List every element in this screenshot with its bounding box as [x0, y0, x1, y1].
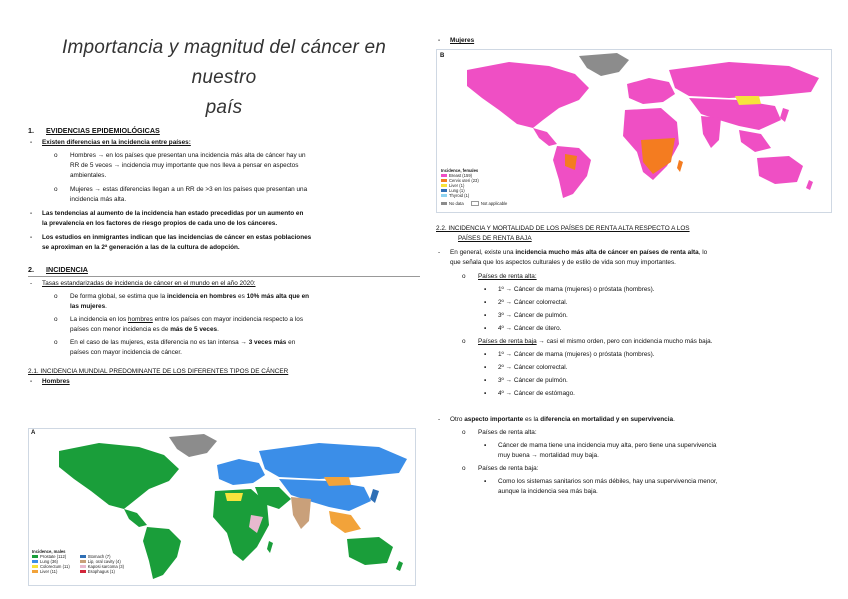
legend-swatch [80, 560, 86, 563]
legend-label: Lung (36) [40, 559, 58, 564]
ranking-item: ▪ 3º → Cáncer de pulmón. [484, 377, 568, 384]
madagascar-shape [677, 160, 683, 172]
legend-item [32, 569, 70, 574]
legend-swatch [441, 189, 447, 192]
central-america-shape [533, 128, 557, 146]
legend-swatch [32, 565, 38, 568]
greenland-shape [579, 53, 629, 76]
hombres-label: - Hombres [28, 377, 420, 387]
section-2-2-heading: 2.2. INCIDENCIA Y MORTALIDAD DE LOS PAÍSES DE RENTA ALTA RESPECTO A LOS [436, 225, 690, 232]
legend-women: Incidence, females Breast (159) Cervix uteri (23) Liver (1) Lung (1) Thyroid (1) No data Not applicable [441, 168, 508, 206]
s1-item-mujeres: o Mujeres → estas diferencias llegan a un RR de >3 en los países que presentan una [54, 186, 308, 193]
section-2-2: 2.2. INCIDENCIA Y MORTALIDAD DE LOS PAÍSES DE RENTA ALTA RESPECTO A LOS PAÍSES DE RENTA BAJA - En general, existe una incidencia mucho más alta de cáncer en países de renta alta, lo que señala que los aspectos culturales y de estilo de vida son muy importantes. o Países de renta alta: ▪ 1º → Cáncer de mama (mujeres) o próstata (hombres). ▪ 2º → Cáncer colorrectal. ▪ 3º → Cáncer de pulmón. ▪ 4º → Cáncer de útero. o Países de renta baja → casi el mismo orden, pero con incidencia mucho más baja. ▪ 1º → Cáncer de mama (mujeres) o próstata (hombres). ▪ 2º → Cáncer colorrectal. ▪ 3º → Cáncer de pulmón. ▪ 4º → Cáncer de estómago. - Otro aspecto importante es la diferencia en mortalidad y en supervivencia. o Países de renta alta: ▪ Cáncer de mama tiene una incidencia muy alta, pero tiene una supervivencia muy buena → mortalidad muy baja. o Países de renta baja: ▪ Como los sistemas sanitarios son más débiles, hay una supervivencia menor, aunque la incidencia sea más baja. [436, 224, 828, 497]
ranking-item: ▪ 4º → Cáncer de estómago. [484, 390, 575, 397]
north-america-shape [467, 62, 589, 128]
mongolia-shape [735, 96, 761, 105]
legend-label: Stomach (7) [87, 554, 111, 559]
section-2-1-heading: 2.1. INCIDENCIA MUNDIAL PREDOMINANTE DE LOS DIFERENTES TIPOS DE CÁNCER [28, 368, 289, 375]
south-america-shape [143, 527, 181, 579]
s22-bullet-2: - Otro aspecto importante es la diferencia en mortalidad y en supervivencia. [436, 415, 828, 425]
legend-label: Breast (159) [449, 173, 473, 178]
legend-item [80, 569, 124, 574]
page-title: Importancia y magnitud del cáncer en nuestro país [61, 37, 387, 118]
greenland-shape [169, 434, 217, 457]
legend-swatch [441, 194, 447, 197]
ranking-item: ▪ 1º → Cáncer de mama (mujeres) o próstata (hombres). [484, 286, 655, 293]
section-1-heading: 1. EVIDENCIAS EPIDEMIOLÓGICAS [28, 126, 160, 135]
s1-bullet-3: - Los estudios en inmigrantes indican que las incidencias de cáncer en estas poblaciones [28, 233, 420, 243]
north-america-shape [59, 443, 179, 509]
russia-shape [669, 62, 819, 98]
legend-item [441, 193, 507, 198]
europe-shape [217, 459, 265, 485]
se-asia-shape [739, 130, 771, 152]
legend-label: Colorectum (11) [40, 564, 70, 569]
legend-men: Incidence, males Prostate (112) Lung (36) Colorectum (11) Liver (11) Stomach (7) Lip, oral cavity (4) Kaposi sarcoma (3) Esophagus (1) [32, 549, 125, 574]
legend-swatch [32, 560, 38, 563]
legend-label: Liver (11) [40, 569, 58, 574]
s22-alta-2: o Países de renta alta: [462, 429, 537, 436]
india-shape [701, 116, 721, 148]
legend-swatch [441, 184, 447, 187]
legend-swatch [80, 570, 86, 573]
japan-shape [370, 489, 379, 503]
legend-swatch [32, 555, 38, 558]
mujeres-label: - Mujeres [436, 36, 828, 46]
legend-label: Lip, oral cavity (4) [87, 559, 121, 564]
legend-label: Prostate (112) [40, 554, 67, 559]
s22-alta: o Países de renta alta: [462, 273, 537, 280]
australia-shape [347, 537, 393, 565]
legend-swatch [80, 565, 86, 568]
ranking-item: ▪ 2º → Cáncer colorrectal. [484, 299, 568, 306]
ranking-item: ▪ 2º → Cáncer colorrectal. [484, 364, 568, 371]
madagascar-shape [267, 541, 273, 553]
ranking-item: ▪ 4º → Cáncer de útero. [484, 325, 562, 332]
s1-item-hombres: o Hombres → en los países que presentan una incidencia más alta de cáncer hay un [54, 152, 306, 159]
map-hombres: A Incidence, males Prostate (112) Lung (36) Colorectum (11) Liver (11) Stomach (7) Lip, oral cavity (4) Kaposi sarcoma (3) Esophagus (1) [28, 428, 416, 586]
s22-baja-2: o Países de renta baja: [462, 465, 539, 472]
legend-label: Kaposi sarcoma (3) [87, 564, 125, 569]
map-mujeres: B Incidence, females Breast (159) Cervix uteri (23) Liver (1) Lung (1) Thyroid (1) No data Not applicable [436, 49, 832, 213]
south-america-shape [553, 146, 591, 198]
new-zealand-shape [396, 561, 403, 571]
se-asia-shape [329, 511, 361, 533]
legend-swatch [441, 174, 447, 177]
ranking-item: ▪ 3º → Cáncer de pulmón. [484, 312, 568, 319]
s1-bullet-1: - Existen diferencias en la incidencia entre países: [28, 138, 420, 148]
right-column [436, 0, 828, 46]
legend-label: Lung (1) [449, 188, 465, 193]
s22-bullet-1: - En general, existe una incidencia mucho más alta de cáncer en países de renta alta, lo [436, 248, 828, 258]
legend-label: Cervix uteri (23) [449, 178, 479, 183]
s2-item-1: o De forma global, se estima que la incidencia en hombres es 10% más alta que en [54, 293, 310, 300]
north-africa-shape [225, 493, 243, 501]
legend-label: Esophagus (1) [87, 569, 115, 574]
s2-bullet-1: - Tasas estandarizadas de incidencia de cáncer en el mundo en el año 2020: [28, 279, 420, 289]
legend-swatch [32, 570, 38, 573]
australia-shape [757, 156, 803, 184]
s1-bullet-2: - Las tendencias al aumento de la incidencia han estado precedidas por un aumento en [28, 209, 420, 219]
legend-label: Liver (1) [449, 183, 465, 188]
russia-shape [259, 443, 407, 479]
india-shape [291, 497, 311, 529]
europe-shape [627, 78, 675, 104]
ranking-item: ▪ 1º → Cáncer de mama (mujeres) o próstata (hombres). [484, 351, 655, 358]
new-zealand-shape [806, 180, 813, 190]
legend-label: Thyroid (1) [449, 193, 470, 198]
japan-shape [780, 108, 789, 122]
s22-baja: o Países de renta baja → casi el mismo orden, pero con incidencia mucho más baja. [462, 338, 713, 345]
legend-swatch [80, 555, 86, 558]
s2-item-3: o En el caso de las mujeres, esta diferencia no es tan intensa → 3 veces más en [54, 339, 296, 346]
central-america-shape [124, 509, 147, 527]
left-column: Importancia y magnitud del cáncer en nuestro país 1. EVIDENCIAS EPIDEMIOLÓGICAS - Existen diferencias en la incidencia entre países: o Hombres → en los países que presentan una incidencia más alta de cáncer hay un RR de 5 veces → incidencia muy importante que nos lleva a pensar en aspectos ambientales. o Mujeres → estas diferencias llegan a un RR de >3 en los países que presentan una incidencia más alta. - Las tendencias al aumento de la incidencia han estado precedidas por un aumento en la prevalencia en los factores de riesgo propios de cada uno de los cánceres. - Los estudios en inmigrantes indican que las incidencias de cáncer en estas poblaciones se aproximan en la 2ª generación a las de la cultura de adopción. 2. INCIDENCIA - Tasas estandarizadas de incidencia de cáncer en el mundo en el año 2020: o De forma global, se estima que la incidencia en hombres es 10% más alta que en las mujeres. o La incidencia en los hombres entre los países con mayor incidencia respecto a los países con menor incidencia es de más de 5 veces. o En el caso de las mujeres, esta diferencia no es tan intensa → 3 veces más en países con mayor incidencia de cáncer. 2.1. INCIDENCIA MUNDIAL PREDOMINANTE DE LOS DIFERENTES TIPOS DE CÁNCER - Hombres [28, 0, 420, 387]
section-2-heading: 2. INCIDENCIA [28, 265, 88, 274]
s2-item-2: o La incidencia en los hombres entre los países con mayor incidencia respecto a los [54, 316, 304, 323]
legend-swatch [441, 179, 447, 182]
